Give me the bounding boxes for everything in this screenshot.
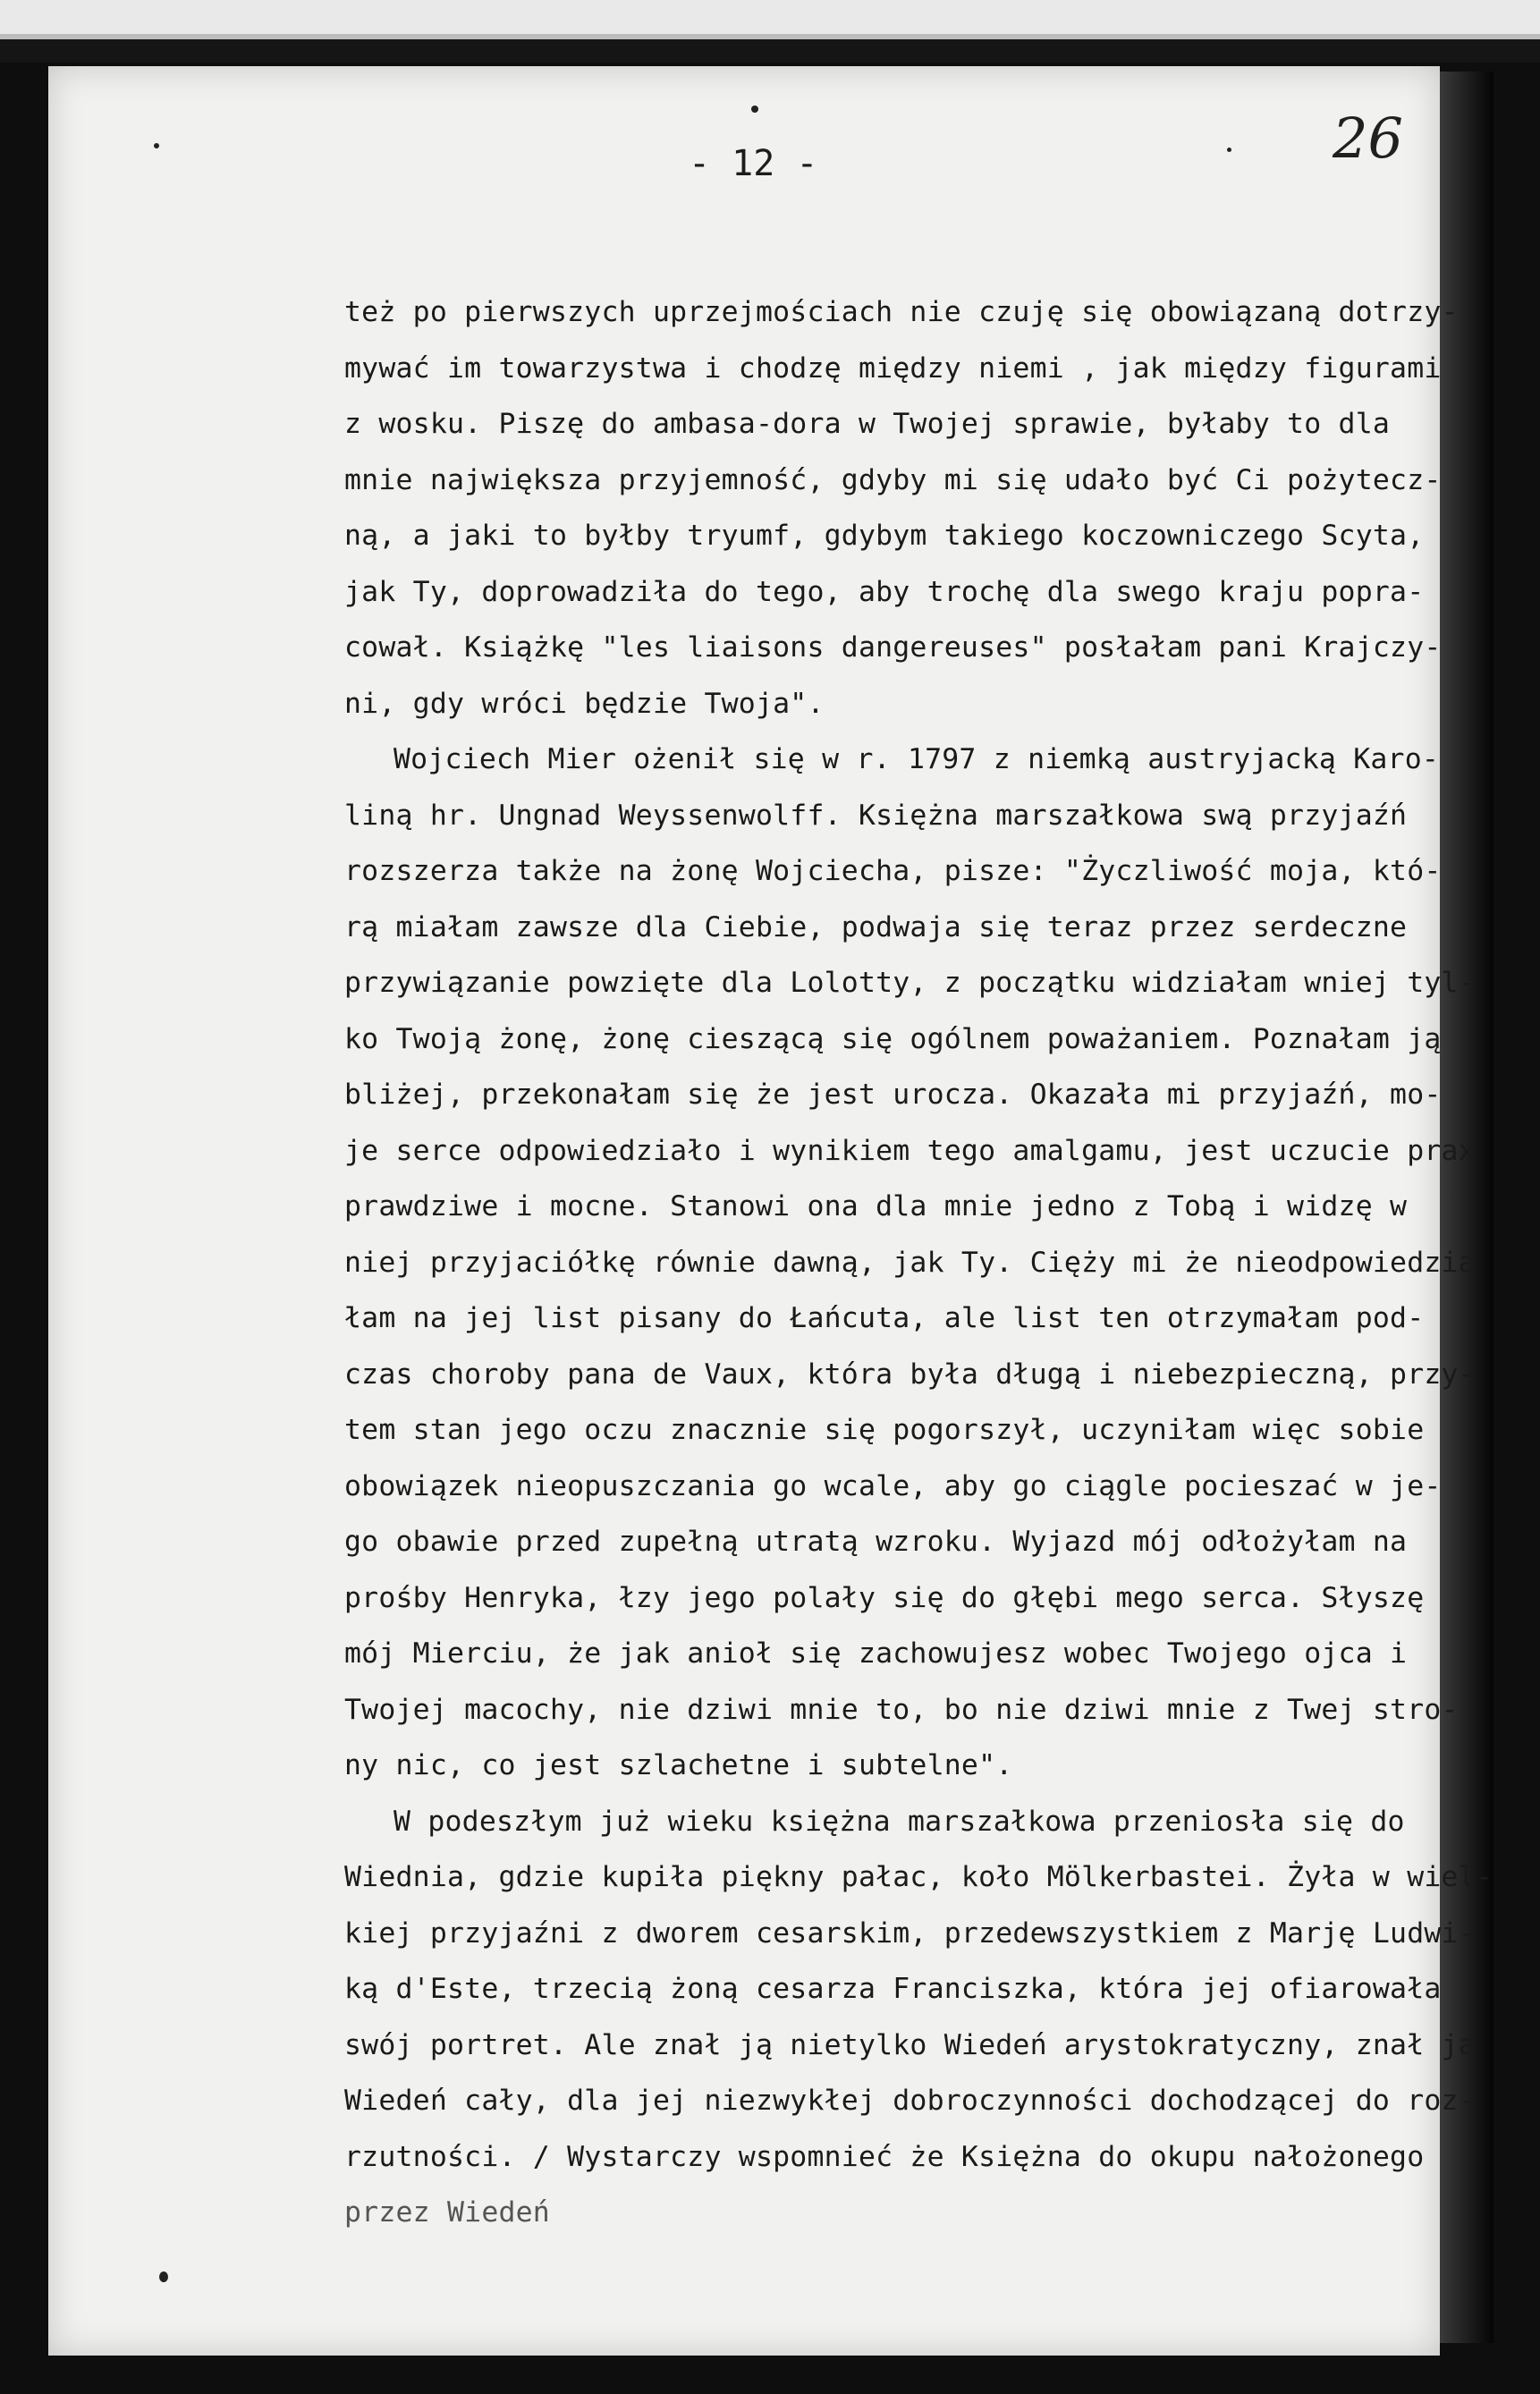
text-line: tem stan jego oczu znacznie się pogorszył, uczyniłam więc sobie bbox=[344, 1414, 1425, 1446]
film-edge bbox=[0, 0, 1540, 63]
scan-speck bbox=[154, 143, 159, 148]
text-line: jak Ty, doprowadziła do tego, aby trochę dla swego kraju popra- bbox=[344, 575, 1425, 608]
text-line: Wiednia, gdzie kupiła piękny pałac, koło Mölkerbastei. Żyła w wiel- bbox=[344, 1861, 1493, 1893]
scan-speck bbox=[1227, 148, 1231, 152]
text-line: je serce odpowiedziało i wynikiem tego amalgamu, jest uczucie prax bbox=[344, 1134, 1476, 1167]
scan-speck bbox=[159, 2271, 168, 2282]
text-line: niej przyjaciółkę równie dawną, jak Ty. Cięży mi że nieodpowiedzia bbox=[344, 1246, 1476, 1279]
text-line: rą miałam zawsze dla Ciebie, podwaja się teraz przez serdeczne bbox=[344, 910, 1408, 943]
text-line: Wiedeń cały, dla jej niezwykłej dobroczynności dochodzącej do roz- bbox=[344, 2085, 1476, 2117]
text-line: rzutności. / Wystarczy wspomnieć że Księżna do okupu nałożonego bbox=[344, 2140, 1425, 2173]
text-line: Twojej macochy, nie dziwi mnie to, bo nie dziwi mnie z Twej stro- bbox=[344, 1693, 1459, 1726]
handwritten-folio-number: 26 bbox=[1333, 106, 1403, 171]
text-line: ną, a jaki to byłby tryumf, gdybym takiego koczowniczego Scyta, bbox=[344, 520, 1425, 552]
text-line: prawdziwe i mocne. Stanowi ona dla mnie jedno z Tobą i widzę w bbox=[344, 1190, 1408, 1222]
text-line: rozszerza także na żonę Wojciecha, pisze: "Życzliwość moja, któ- bbox=[344, 855, 1442, 887]
text-line: bliżej, przekonałam się że jest urocza. Okazała mi przyjaźń, mo- bbox=[344, 1079, 1442, 1111]
text-line: ny nic, co jest szlachetne i subtelne". bbox=[344, 1749, 1013, 1781]
text-line: kiej przyjaźni z dworem cesarskim, przedewszystkiem z Marję Ludwi- bbox=[344, 1916, 1476, 1950]
text-line: prośby Henryka, łzy jego polały się do głębi mego serca. Słyszę bbox=[344, 1581, 1425, 1614]
paragraph-start-line: W podeszłym już wieku księżna marszałkowa przeniosła się do bbox=[393, 1805, 1405, 1838]
text-line-faded: przez Wiedeń bbox=[344, 2196, 550, 2229]
text-line: też po pierwszych uprzejmościach nie czuję się obowiązaną dotrzy- bbox=[344, 296, 1459, 328]
text-line: liną hr. Ungnad Weyssenwolff. Księżna marszałkowa swą przyjaźń bbox=[344, 799, 1408, 832]
text-line: czas choroby pana de Vaux, która była długą i niebezpieczną, przy- bbox=[344, 1358, 1476, 1391]
text-line: łam na jej list pisany do Łańcuta, ale list ten otrzymałam pod- bbox=[344, 1302, 1425, 1334]
text-line: go obawie przed zupełną utratą wzroku. Wyjazd mój odłożyłam na bbox=[344, 1526, 1408, 1558]
body-text bbox=[344, 284, 1493, 2241]
text-line: z wosku. Piszę do ambasa-dora w Twojej sprawie, byłaby to dla bbox=[344, 408, 1391, 440]
text-line: mywać im towarzystwa i chodzę między niemi , jak między figurami bbox=[344, 351, 1442, 385]
text-line: przywiązanie powzięte dla Lolotty, z początku widziałam wniej tyl- bbox=[344, 967, 1476, 999]
text-line: swój portret. Ale znał ją nietylko Wiedeń arystokratyczny, znał ją bbox=[344, 2028, 1476, 2061]
text-line: mój Mierciu, że jak anioł się zachowujesz wobec Twojego ojca i bbox=[344, 1637, 1408, 1670]
text-line: mnie największa przyjemność, gdyby mi się udało być Ci pożytecz- bbox=[344, 463, 1442, 496]
text-line: ką d'Este, trzecią żoną cesarza Franciszka, która jej ofiarowała bbox=[344, 1973, 1442, 2005]
text-line: obowiązek nieopuszczania go wcale, aby go ciągle pocieszać w je- bbox=[344, 1469, 1442, 1502]
paragraph-start-line: Wojciech Mier ożenił się w r. 1797 z niemką austryjacką Karo- bbox=[393, 743, 1440, 775]
text-line: ni, gdy wróci będzie Twoja". bbox=[344, 687, 825, 720]
text-line: ko Twoją żonę, żonę cieszącą się ogólnem poważaniem. Poznałam ją bbox=[344, 1022, 1442, 1055]
text-line: cował. Książkę "les liaisons dangereuses" posłałam pani Krajczy- bbox=[344, 631, 1442, 664]
scan-speck bbox=[751, 106, 758, 113]
page-number: - 12 - bbox=[689, 143, 818, 184]
